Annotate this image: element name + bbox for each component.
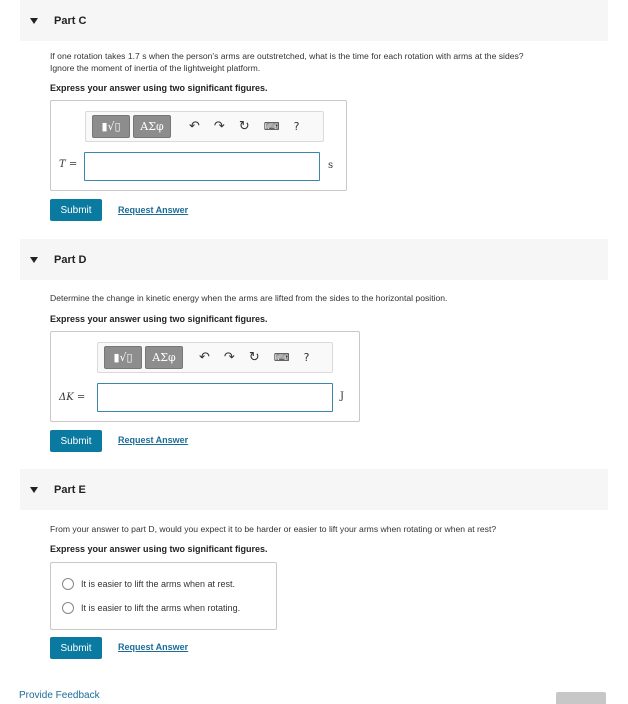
templates-button[interactable]: ▮√▯ [104,346,142,369]
part-d-request-answer-link[interactable]: Request Answer [118,435,189,445]
option-label: It is easier to lift the arms when at rest. [81,579,236,589]
part-d-submit-button[interactable]: Submit [50,430,102,452]
reset-icon[interactable]: ↻ [248,350,260,365]
undo-icon[interactable]: ↶ [189,119,200,134]
part-c-instruction: Express your answer using two significant figures. [50,83,268,93]
part-c-unit: s [328,160,334,171]
help-icon[interactable]: ? [303,351,310,364]
part-d-unit: J [340,391,345,402]
part-e-option-1[interactable] [62,578,235,590]
keyboard-icon[interactable]: ⌨ [273,351,290,364]
part-d-answer-box [50,331,360,422]
provide-feedback-link[interactable]: Provide Feedback [19,690,100,701]
part-c-math-toolbar [85,111,324,142]
templates-button[interactable]: ▮√▯ [92,115,130,138]
part-c-title: Part C [54,14,87,27]
part-c-request-answer-link[interactable]: Request Answer [118,205,189,215]
part-d-instruction: Express your answer using two significant figures. [50,314,268,324]
part-c-answer-input[interactable] [84,152,320,181]
part-c-question-line1: If one rotation takes 1.7 s when the person's arms are outstretched, what is the time for each rotation with arms at the sides? [50,51,524,61]
part-e-instruction: Express your answer using two significant figures. [50,544,268,554]
part-c-submit-button[interactable]: Submit [50,199,102,221]
help-icon[interactable]: ? [293,120,300,133]
part-e-request-answer-link[interactable]: Request Answer [118,642,189,652]
part-c-header[interactable] [20,0,608,41]
part-d-math-toolbar [97,342,333,373]
part-e-submit-button[interactable]: Submit [50,637,102,659]
undo-icon[interactable]: ↶ [199,350,210,365]
symbols-button[interactable]: ΑΣφ [133,115,171,138]
next-button[interactable] [556,692,606,704]
part-e-title: Part E [54,483,86,496]
part-e-options-box [50,562,277,630]
part-d-answer-input[interactable] [97,383,333,412]
keyboard-icon[interactable]: ⌨ [263,120,280,133]
radio-button[interactable] [62,578,74,590]
part-d-header[interactable] [20,239,608,280]
part-e-option-2[interactable] [62,602,240,614]
collapse-caret-icon[interactable] [30,487,38,493]
collapse-caret-icon[interactable] [30,18,38,24]
collapse-caret-icon[interactable] [30,257,38,263]
part-e-header[interactable] [20,469,608,510]
part-c-answer-box [50,100,347,191]
reset-icon[interactable]: ↻ [238,119,250,134]
part-e-question: From your answer to part D, would you expect it to be harder or easier to lift your arms when rotating or when at rest? [50,524,497,534]
option-label: It is easier to lift the arms when rotating. [81,603,241,613]
radio-button[interactable] [62,602,74,614]
part-d-title: Part D [54,253,87,266]
part-d-question: Determine the change in kinetic energy when the arms are lifted from the sides to the horizontal position. [50,293,448,303]
part-c-question-line2: Ignore the moment of inertia of the lightweight platform. [50,63,261,73]
redo-icon[interactable]: ↷ [213,119,225,134]
symbols-button[interactable]: ΑΣφ [145,346,183,369]
redo-icon[interactable]: ↷ [223,350,235,365]
part-c-equation-label: T = [59,159,78,170]
part-d-equation-label: ΔK = [59,392,86,403]
